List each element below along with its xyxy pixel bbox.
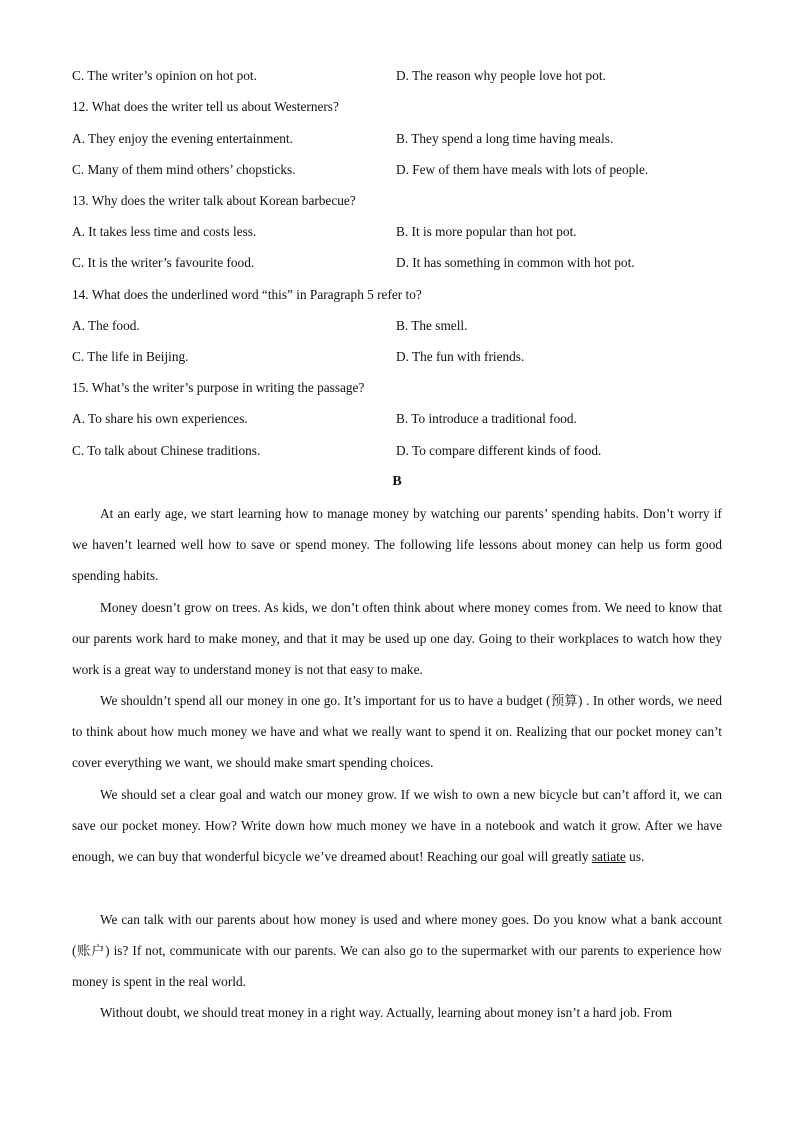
q12-option-d: D. Few of them have meals with lots of people. bbox=[396, 162, 649, 177]
q11-options-row bbox=[72, 66, 722, 86]
q14-options-ab bbox=[72, 316, 722, 336]
q12-option-b: B. They spend a long time having meals. bbox=[396, 131, 614, 146]
q15-options-cd bbox=[72, 441, 722, 461]
q14-stem: 14. What does the underlined word “this” in Paragraph 5 refer to? bbox=[72, 287, 422, 302]
paragraph-4-text-start: We should set a clear goal and watch our money grow. If we wish to own a new bicycle but can’t afford it, we can save our pocket money. How? Write down how much money we have in a notebook and watch it grow. After we have enough, we can buy that wonderful bicycle we’ve dreamed about! Reaching our goal will greatly bbox=[72, 787, 722, 865]
q15-stem: 15. What’s the writer’s purpose in writing the passage? bbox=[72, 380, 365, 395]
q14-option-c: C. The life in Beijing. bbox=[72, 349, 189, 364]
q11-option-d: D. The reason why people love hot pot. bbox=[396, 68, 606, 83]
q14-stem-row bbox=[72, 285, 722, 305]
passage-paragraph-1: At an early age, we start learning how to manage money by watching our parents’ spending habits. Don’t worry if we haven’t learned well how to save or spend money. The following life lessons about money can help us form good spending habits. bbox=[72, 506, 722, 584]
passage-paragraph-6: Without doubt, we should treat money in a right way. Actually, learning about money isn’t a hard job. From bbox=[100, 1005, 673, 1020]
q15-stem-row bbox=[72, 378, 722, 398]
q14-option-b: B. The smell. bbox=[396, 318, 468, 333]
q13-options-ab bbox=[72, 222, 722, 242]
q14-options-cd bbox=[72, 347, 722, 367]
q12-stem-row bbox=[72, 97, 722, 117]
q15-option-c: C. To talk about Chinese traditions. bbox=[72, 443, 261, 458]
q13-option-c: C. It is the writer’s favourite food. bbox=[72, 255, 255, 270]
q12-options-cd bbox=[72, 160, 722, 180]
passage-paragraph-3: We shouldn’t spend all our money in one go. It’s important for us to have a budget (预算) . In other words, we need to think about how much money we have and what we really want to spend it on. Realizing that our pocket money can’t cover everything we want, we should make smart spending choices. bbox=[72, 693, 722, 771]
q13-option-b: B. It is more popular than hot pot. bbox=[396, 224, 577, 239]
q15-options-ab bbox=[72, 409, 722, 429]
q14-option-a: A. The food. bbox=[72, 318, 140, 333]
q12-option-a: A. They enjoy the evening entertainment. bbox=[72, 131, 293, 146]
q13-stem-row bbox=[72, 191, 722, 211]
q13-option-d: D. It has something in common with hot pot. bbox=[396, 255, 635, 270]
q13-options-cd bbox=[72, 253, 722, 273]
q12-option-c: C. Many of them mind others’ chopsticks. bbox=[72, 162, 296, 177]
underlined-word: satiate bbox=[591, 849, 626, 865]
q12-options-ab bbox=[72, 129, 722, 149]
q13-option-a: A. It takes less time and costs less. bbox=[72, 224, 257, 239]
q12-stem: 12. What does the writer tell us about Westerners? bbox=[72, 99, 339, 114]
paragraph-4-text-end: us. bbox=[625, 849, 645, 865]
q15-option-d: D. To compare different kinds of food. bbox=[396, 443, 602, 458]
section-title: B bbox=[392, 474, 402, 489]
q14-option-d: D. The fun with friends. bbox=[396, 349, 525, 364]
passage-paragraph-2: Money doesn’t grow on trees. As kids, we don’t often think about where money comes from. We need to know that our parents work hard to make money, and that it may be used up one day. Going to their workplaces to watch how they work is a great way to understand money is not that easy to make. bbox=[72, 600, 722, 678]
passage-paragraph-4 bbox=[72, 779, 722, 873]
q15-option-b: B. To introduce a traditional food. bbox=[396, 411, 577, 426]
q15-option-a: A. To share his own experiences. bbox=[72, 411, 248, 426]
q13-stem: 13. Why does the writer talk about Korean barbecue? bbox=[72, 193, 356, 208]
passage-paragraph-5: We can talk with our parents about how money is used and where money goes. Do you know what a bank account (账户) is? If not, communicate with our parents. We can also go to the supermarket with our parents to experience how money is spent in the real world. bbox=[72, 912, 722, 990]
q11-option-c: C. The writer’s opinion on hot pot. bbox=[72, 68, 257, 83]
